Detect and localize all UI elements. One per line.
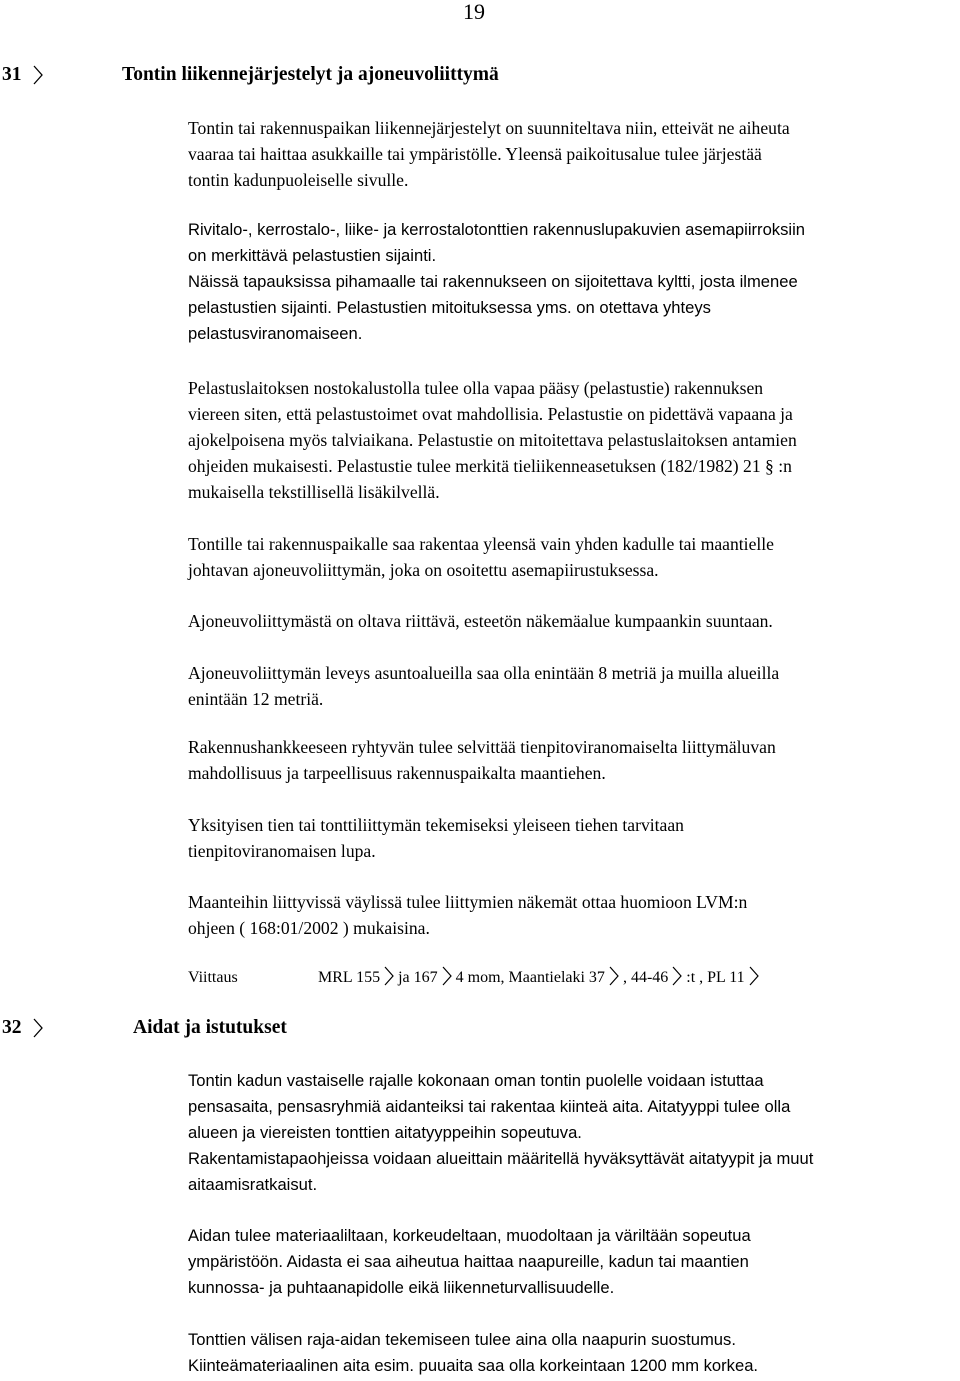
- section-sign-icon: [671, 966, 683, 986]
- paragraph: [188, 889, 958, 941]
- text-line: pelastusviranomaiseen.: [188, 324, 363, 343]
- text-line: mukaisella tekstillisellä lisäkilvellä.: [188, 482, 440, 502]
- reference-text: [318, 966, 763, 990]
- text-line: Ajoneuvoliittymästä on oltava riittävä, esteetön näkemäalue kumpaankin suuntaan.: [188, 611, 773, 631]
- text-line: alueen ja viereisten tonttien aitatyyppeihin sopeutuva.: [188, 1123, 582, 1142]
- reference-part: , 44-46: [622, 969, 669, 986]
- text-line: kunnossa- ja puhtaanapidolle eikä liikenneturvallisuudelle.: [188, 1278, 615, 1297]
- reference-part: MRL 155: [318, 969, 381, 986]
- paragraph: [188, 1223, 958, 1301]
- text-line: Tontin tai rakennuspaikan liikennejärjestelyt on suunniteltava niin, etteivät ne aiheuta: [188, 118, 790, 138]
- text-line: Ajoneuvoliittymän leveys asuntoalueilla saa olla enintään 8 metriä ja muilla alueilla: [188, 663, 780, 683]
- paragraph: [188, 531, 958, 583]
- text-line: ohjeiden mukaisesti. Pelastustie tulee merkitä tieliikenneasetuksen (182/1982) 21 § :n: [188, 456, 792, 476]
- reference-part: 4 mom, Maantielaki 37: [455, 969, 605, 986]
- page-number: 19: [463, 0, 485, 24]
- section-sign-icon: [441, 966, 453, 986]
- section-number: 32: [2, 1017, 22, 1038]
- text-line: on merkittävä pelastustien sijainti.: [188, 246, 437, 265]
- text-line: Rakentamistapaohjeissa voidaan alueittain määritellä hyväksyttävät aitatyypit ja muut: [188, 1149, 814, 1168]
- text-line: enintään 12 metriä.: [188, 689, 324, 709]
- text-line: Aidan tulee materiaaliltaan, korkeudeltaan, muodoltaan ja väriltään sopeutua: [188, 1226, 751, 1245]
- reference-part: ja 167: [398, 969, 438, 986]
- text-line: ajokelpoisena myös talviaikana. Pelastustie on mitoitettava pelastuslaitoksen antamien: [188, 430, 797, 450]
- paragraph: [188, 812, 958, 864]
- section-title: Tontin liikennejärjestelyt ja ajoneuvoliittymä: [122, 64, 499, 85]
- section-sign-icon: [608, 966, 620, 986]
- section-sign-icon: [32, 65, 44, 85]
- text-line: Yksityisen tien tai tonttiliittymän tekemiseksi yleiseen tiehen tarvitaan: [188, 815, 684, 835]
- section-sign-icon: [32, 1018, 44, 1038]
- section-sign-icon: [748, 966, 760, 986]
- text-line: johtavan ajoneuvoliittymän, joka on osoitettu asemapiirustuksessa.: [188, 560, 659, 580]
- paragraph: [188, 608, 958, 634]
- text-line: Tontin kadun vastaiselle rajalle kokonaan oman tontin puolelle voidaan istuttaa: [188, 1071, 764, 1090]
- text-line: tienpitoviranomaisen lupa.: [188, 841, 376, 861]
- text-line: Pelastuslaitoksen nostokalustolla tulee olla vapaa pääsy (pelastustie) rakennuksen: [188, 378, 764, 398]
- text-line: mahdollisuus ja tarpeellisuus rakennuspaikalta maantiehen.: [188, 763, 606, 783]
- text-line: Tonttien välisen raja-aidan tekemiseen tulee aina olla naapurin suostumus.: [188, 1330, 736, 1349]
- reference-label: Viittaus: [188, 969, 238, 986]
- text-line: aitaamisratkaisut.: [188, 1175, 318, 1194]
- text-line: Tontille tai rakennuspaikalle saa rakentaa yleensä vain yhden kadulle tai maantielle: [188, 534, 774, 554]
- text-line: Rakennushankkeeseen ryhtyvän tulee selvittää tienpitoviranomaiselta liittymäluvan: [188, 737, 776, 757]
- text-line: tontin kadunpuoleiselle sivulle.: [188, 170, 409, 190]
- text-line: ympäristöön. Aidasta ei saa aiheutua haittaa naapureille, kadun tai maantien: [188, 1252, 749, 1271]
- text-line: vaaraa tai haittaa asukkaille tai ympäristölle. Yleensä paikoitusalue tulee järjestää: [188, 144, 762, 164]
- section-heading-32: [2, 1016, 402, 1042]
- paragraph: [188, 734, 958, 786]
- text-line: Kiinteämateriaalinen aita esim. puuaita saa olla korkeintaan 1200 mm korkea.: [188, 1356, 759, 1375]
- section-number: 31: [2, 64, 22, 85]
- reference-part: :t , PL 11: [686, 969, 745, 986]
- paragraph: [188, 1068, 958, 1198]
- text-line: pensasaita, pensasryhmiä aidanteiksi tai rakentaa kiinteä aita. Aitatyyppi tulee olla: [188, 1097, 791, 1116]
- paragraph: [188, 1327, 958, 1379]
- text-line: pelastustien sijainti. Pelastustien mitoituksessa yms. on otettava yhteys: [188, 298, 711, 317]
- paragraph: [188, 115, 958, 193]
- text-line: ohjeen ( 168:01/2002 ) mukaisina.: [188, 918, 430, 938]
- paragraph: [188, 217, 958, 347]
- paragraph: [188, 660, 958, 712]
- text-line: viereen siten, että pelastustoimet ovat mahdollisia. Pelastustie on pidettävä vapaana ja: [188, 404, 793, 424]
- section-title: Aidat ja istutukset: [133, 1017, 287, 1038]
- text-line: Maanteihin liittyvissä väylissä tulee liittymien näkemät ottaa huomioon LVM:n: [188, 892, 748, 912]
- text-line: Rivitalo-, kerrostalo-, liike- ja kerrostalotonttien rakennuslupakuvien asemapiirroksiin: [188, 220, 805, 239]
- section-sign-icon: [383, 966, 395, 986]
- section-heading-31: [2, 63, 702, 89]
- paragraph: [188, 375, 958, 505]
- text-line: Näissä tapauksissa pihamaalle tai rakennukseen on sijoitettava kyltti, josta ilmenee: [188, 272, 798, 291]
